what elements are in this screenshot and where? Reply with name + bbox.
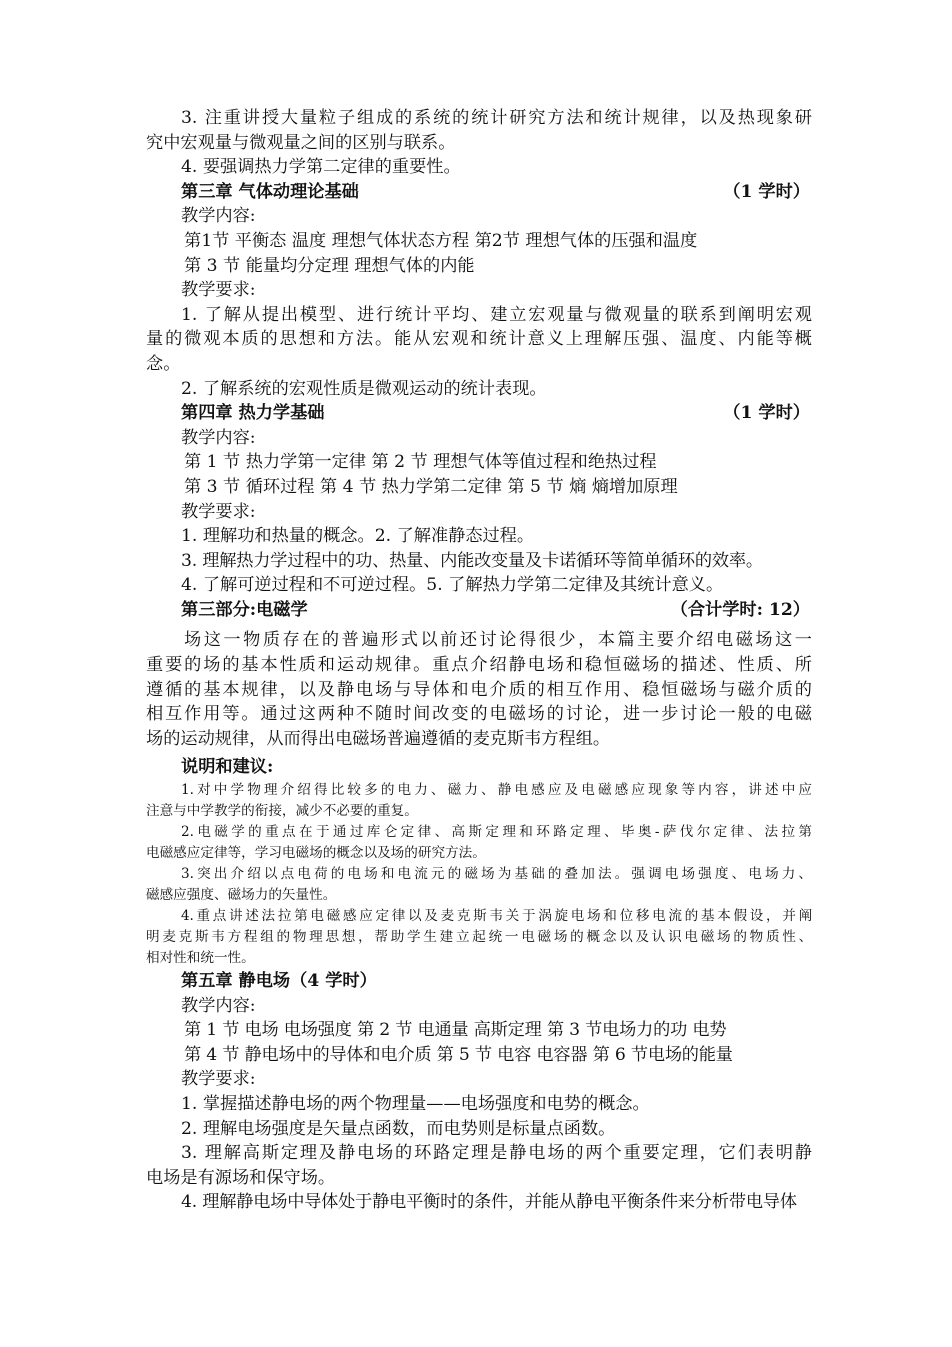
paragraph-line: 念。 — [146, 353, 181, 374]
note-line: 1.对中学物理介绍得比较多的电力、磁力、静电感应及电磁感应现象等内容，讲述中应 — [181, 782, 812, 799]
document-page — [146, 106, 812, 1215]
paragraph-line: 4. 了解可逆过程和不可逆过程。5. 了解热力学第二定律及其统计意义。 — [181, 575, 724, 596]
paragraph-line: 场这一物质存在的普遍形式以前还讨论得很少，本篇主要介绍电磁场这一 — [184, 630, 812, 651]
section-label: 教学内容: — [181, 206, 256, 227]
paragraph-line: 3. 注重讲授大量粒子组成的系统的统计研究方法和统计规律，以及热现象研 — [181, 108, 812, 128]
section-label: 教学内容: — [181, 995, 256, 1016]
paragraph-line: 3. 理解高斯定理及静电场的环路定理是静电场的两个重要定理，它们表明静 — [181, 1143, 812, 1164]
paragraph-line: 重要的场的基本性质和运动规律。重点介绍静电场和稳恒磁场的描述、性质、所 — [146, 655, 812, 676]
sections-line: 第 1 节 热力学第一定律 第 2 节 理想气体等值过程和绝热过程 — [184, 452, 657, 473]
paragraph-line: 4. 理解静电场中导体处于静电平衡时的条件，并能从静电平衡条件来分析带电导体 — [181, 1192, 797, 1213]
section-label: 教学内容: — [181, 427, 256, 448]
paragraph-line: 电场是有源场和保守场。 — [146, 1167, 336, 1188]
paragraph-line: 2. 了解系统的宏观性质是微观运动的统计表现。 — [181, 378, 547, 399]
notes-heading: 说明和建议: — [181, 757, 274, 778]
chapter-heading — [146, 401, 812, 426]
paragraph-line: 1. 理解功和热量的概念。2. 了解准静态过程。 — [181, 526, 535, 547]
paragraph-line: 究中宏观量与微观量之间的区别与联系。 — [146, 132, 456, 153]
paragraph-line: 遵循的基本规律，以及静电场与导体和电介质的相互作用、稳恒磁场与磁介质的 — [146, 679, 812, 700]
part-title: 第三部分:电磁学 — [181, 599, 308, 620]
paragraph-line: 3. 理解热力学过程中的功、热量、内能改变量及卡诺循环等简单循环的效率。 — [181, 550, 763, 571]
chapter-hours: （1 学时） — [723, 181, 810, 202]
section-label: 教学要求: — [181, 1069, 256, 1090]
chapter-title: 第四章 热力学基础 — [181, 403, 325, 424]
part-hours: （合计学时: 12） — [670, 599, 810, 620]
section-label: 教学要求: — [181, 280, 256, 301]
part-heading — [146, 598, 812, 623]
chapter-title: 第五章 静电场（4 学时） — [181, 971, 377, 992]
sections-line: 第 1 节 电场 电场强度 第 2 节 电通量 高斯定理 第 3 节电场力的功 电势 — [184, 1020, 727, 1041]
chapter-title: 第三章 气体动理论基础 — [181, 181, 359, 202]
note-line: 4.重点讲述法拉第电磁感应定律以及麦克斯韦关于涡旋电场和位移电流的基本假设，并阐 — [181, 908, 812, 925]
paragraph-line: 相互作用等。通过这两种不随时间改变的电磁场的讨论，进一步讨论一般的电磁 — [146, 704, 812, 725]
sections-line: 第 3 节 循环过程 第 4 节 热力学第二定律 第 5 节 熵 熵增加原理 — [184, 476, 678, 497]
note-line: 明麦克斯韦方程组的物理思想，帮助学生建立起统一电磁场的概念以及认识电磁场的物质性、 — [146, 929, 812, 946]
chapter-heading — [146, 180, 812, 205]
note-line: 3.突出介绍以点电荷的电场和电流元的磁场为基础的叠加法。强调电场强度、电场力、 — [181, 866, 812, 883]
sections-line: 第 3 节 能量均分定理 理想气体的内能 — [184, 255, 475, 276]
section-label: 教学要求: — [181, 501, 256, 522]
paragraph-line: 1. 了解从提出模型、进行统计平均、建立宏观量与微观量的联系到阐明宏观 — [181, 304, 812, 325]
note-line: 2.电磁学的重点在于通过库仑定律、高斯定理和环路定理、毕奥-萨伐尔定律、法拉第 — [181, 824, 812, 841]
paragraph-line: 量的微观本质的思想和方法。能从宏观和统计意义上理解压强、温度、内能等概 — [146, 329, 812, 350]
sections-line: 第1节 平衡态 温度 理想气体状态方程 第2节 理想气体的压强和温度 — [184, 230, 698, 251]
paragraph-line: 2. 理解电场强度是矢量点函数，而电势则是标量点函数。 — [181, 1118, 616, 1139]
sections-line: 第 4 节 静电场中的导体和电介质 第 5 节 电容 电容器 第 6 节电场的能量 — [184, 1044, 733, 1065]
paragraph-line: 场的运动规律，从而得出电磁场普遍遵循的麦克斯韦方程组。 — [146, 728, 611, 749]
note-line: 相对性和统一性。 — [146, 950, 255, 967]
chapter-hours: （1 学时） — [723, 403, 810, 424]
paragraph-line: 1. 掌握描述静电场的两个物理量——电场强度和电势的概念。 — [181, 1094, 650, 1114]
note-line: 注意与中学教学的衔接，减少不必要的重复。 — [146, 803, 418, 820]
note-line: 电磁感应定律等，学习电磁场的概念以及场的研究方法。 — [146, 845, 486, 862]
paragraph-line: 4. 要强调热力学第二定律的重要性。 — [181, 157, 461, 178]
note-line: 磁感应强度、磁场力的矢量性。 — [146, 887, 337, 904]
